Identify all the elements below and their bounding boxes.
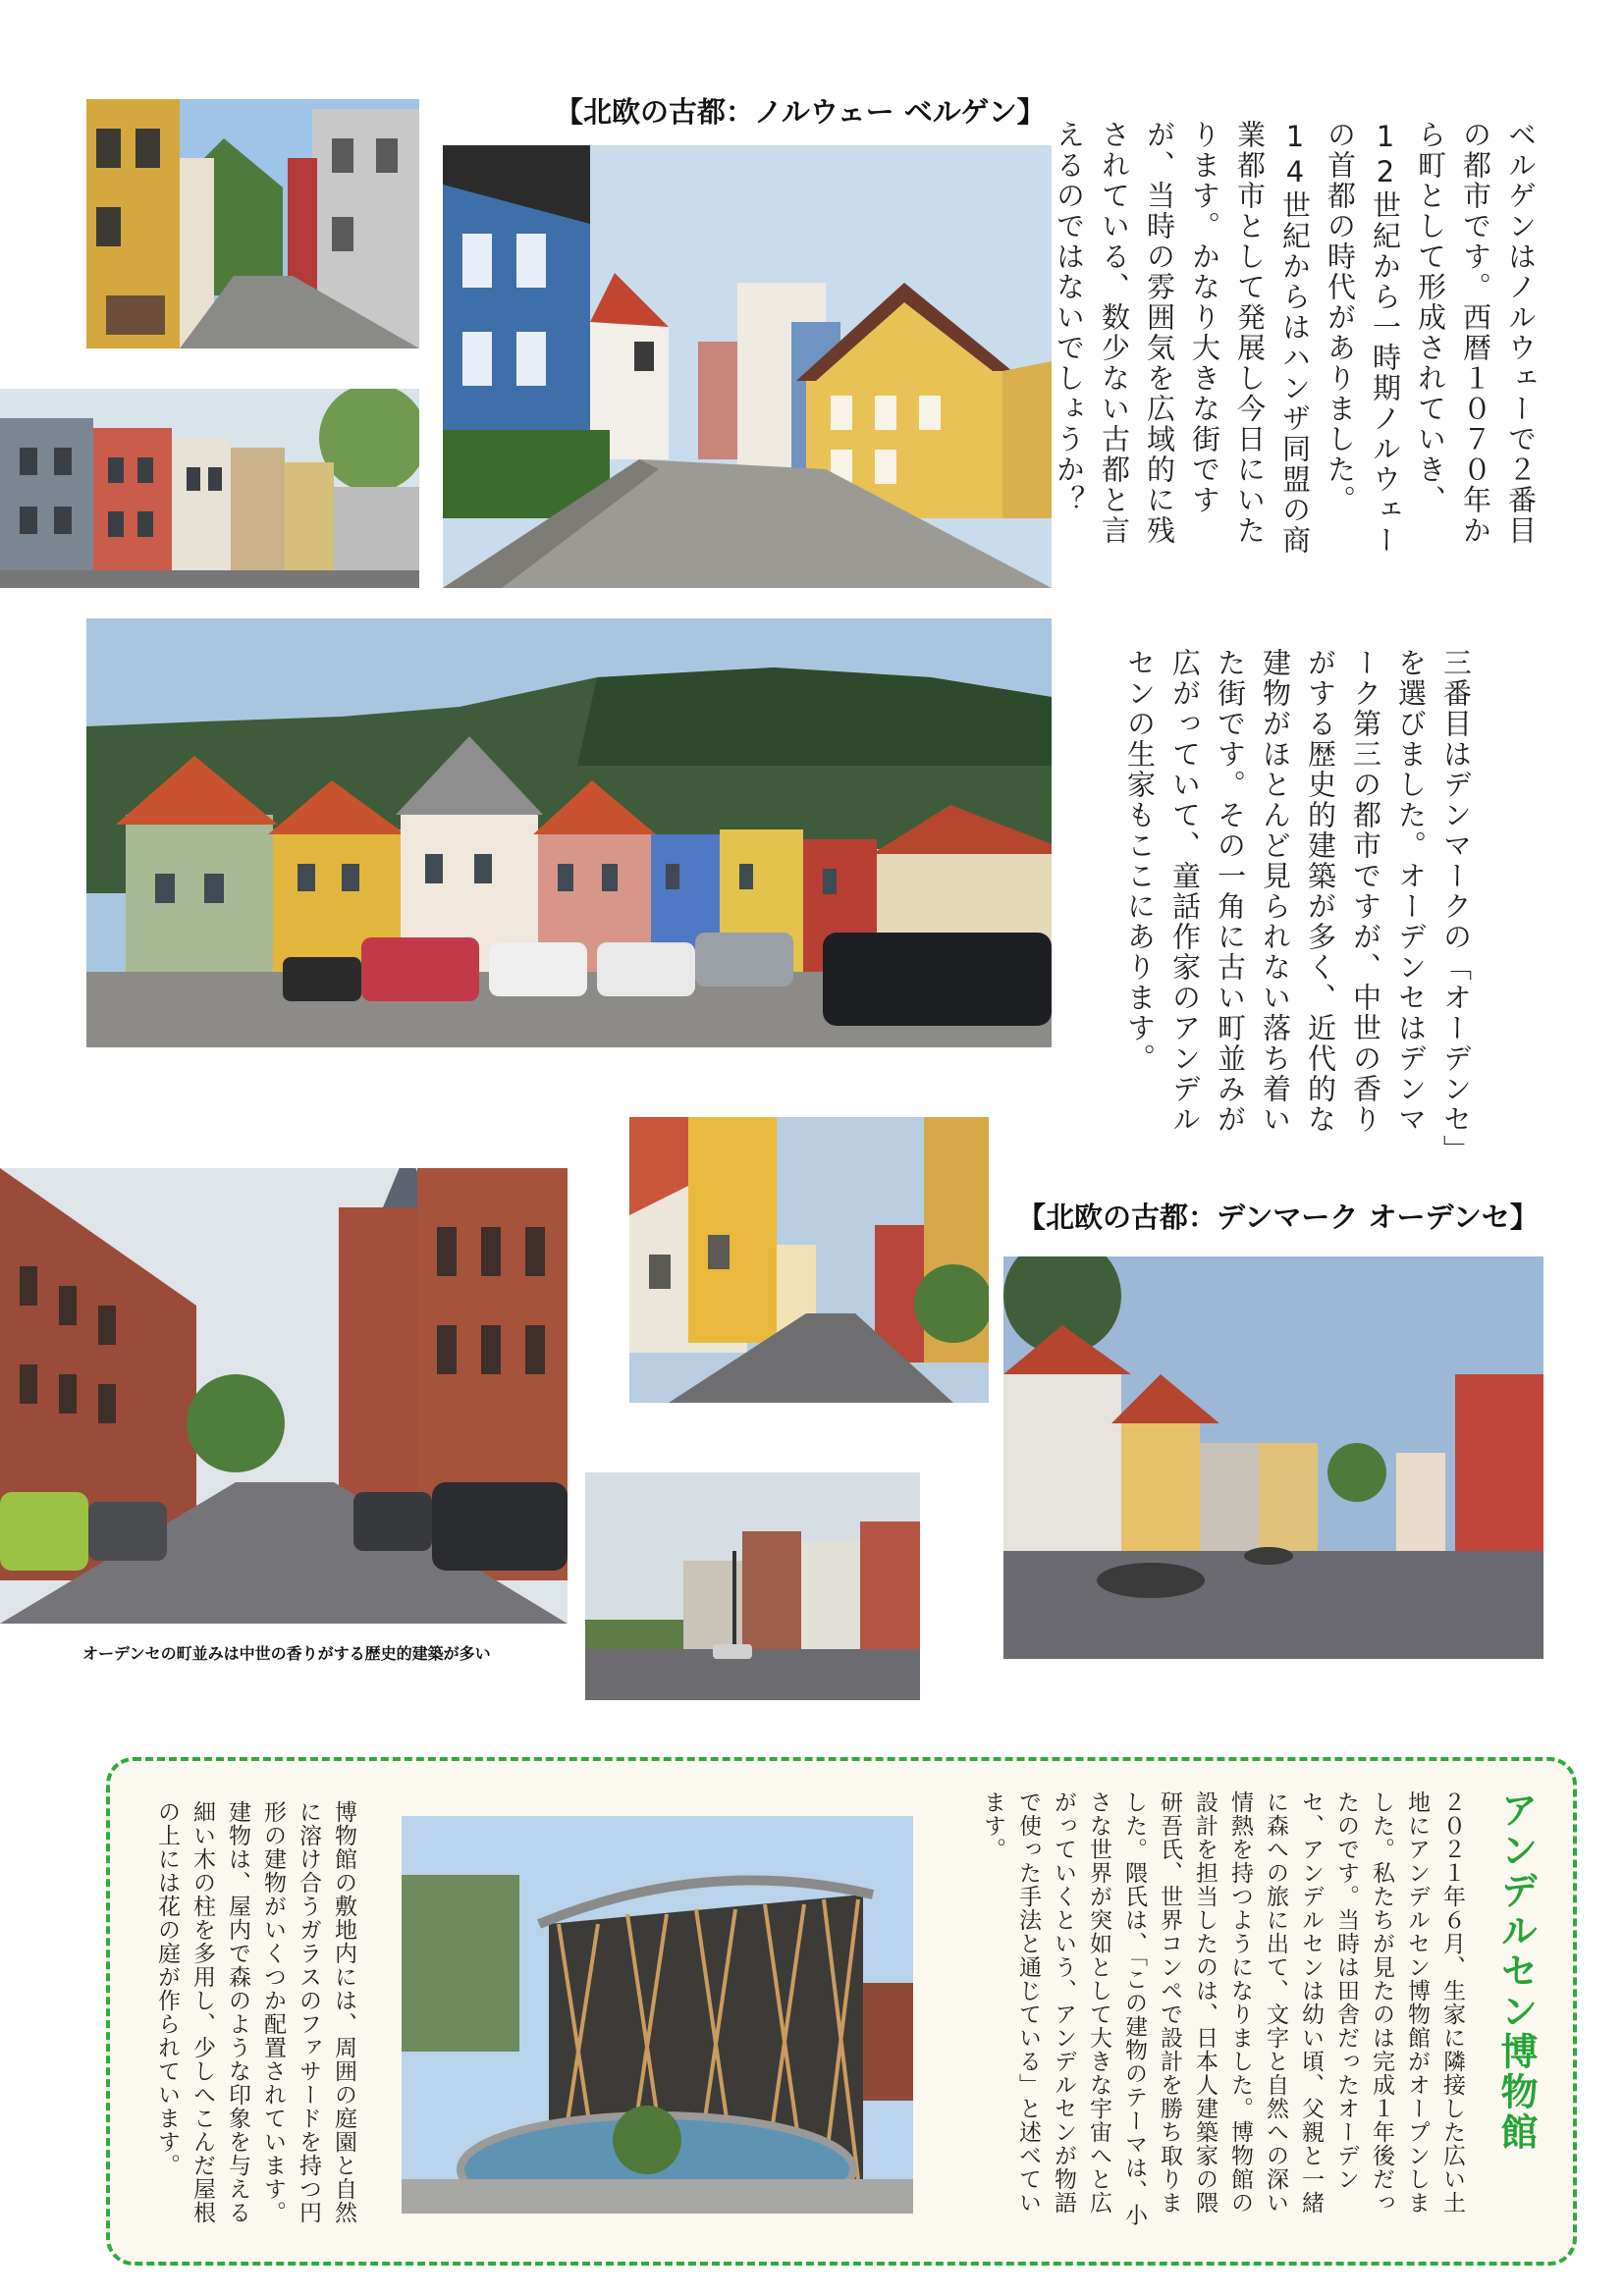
odense-brick-street-photo — [0, 1168, 568, 1624]
museum-body-right: ２０２１年６月、生家に隣接した広い土地にアンデルセン博物館がオープンしました。私たちが見たのは完成１年後だったのです。当時は田舎だったオーデンセ、アンデルセンは幼い頃、父親と一緒に森への旅に出て、文字と自然への深い情熱を持つようになりました。博物館の設計を担当したのは、日本人建築家の隈研吾氏、世界コンペで設計を勝ち取りました。隈氏は、「この建物のテーマは、小さな世界が突如として大きな宇宙へと広がっていくという、アンデルセンが物語で使った手法と通じている」と述べています。 — [980, 1790, 1465, 2227]
bergen-street-photo — [86, 99, 419, 348]
bergen-body-text: ベルゲンはノルウェーで２番目の都市です。西暦１０７０年から町として形成されていき、12世紀から一時期ノルウェーの首都の時代がありました。14世紀からはハンザ同盟の商業都市として発展し今日にいたります。かなり大きな街ですが、当時の雰囲気を広域的に残されている、数少ない古都と言えるのではないでしょうか？ — [1053, 120, 1538, 556]
museum-title: アンデルセン博物館 — [1494, 1790, 1538, 2153]
bergen-panorama-photo — [86, 618, 1052, 1047]
andersen-museum-photo — [402, 1816, 913, 2214]
odense-section-title: 【北欧の古都：デンマーク オーデンセ】 — [1017, 1201, 1539, 1234]
museum-body-left: 博物館の敷地内には、周囲の庭園と自然に溶け合うガラスのファサードを持つ円形の建物がいくつか配置されています。建物は、屋内で森のような印象を与える細い木の柱を多用し、少しへこんだ屋根の上には花の庭が作られています。 — [154, 1800, 356, 2224]
odense-yellow-lane-photo — [629, 1117, 989, 1403]
bergen-blue-yellow-houses-photo — [443, 145, 1052, 588]
odense-cobblestone-square-photo — [1003, 1256, 1543, 1659]
bergen-townhouses-photo — [0, 389, 419, 588]
bergen-section-title: 【北欧の古都：ノルウェー ベルゲン】 — [555, 95, 1046, 129]
odense-photo-caption: オーデンセの町並みは中世の香りがする歴史的建築が多い — [82, 1644, 491, 1663]
odense-body-text: 三番目はデンマークの「オーデンセ」を選びました。オーデンセはデンマーク第三の都市ですが、中世の香りがする歴史的建築が多く、近代的な建物がほとんど見られない落ち着いた街です。その一角に古い町並みが広がっていて、童話作家のアンデルセンの生家もここにあります。 — [1123, 648, 1473, 1151]
andersen-museum-panel — [106, 1757, 1577, 2266]
odense-road-houses-photo — [585, 1472, 920, 1700]
